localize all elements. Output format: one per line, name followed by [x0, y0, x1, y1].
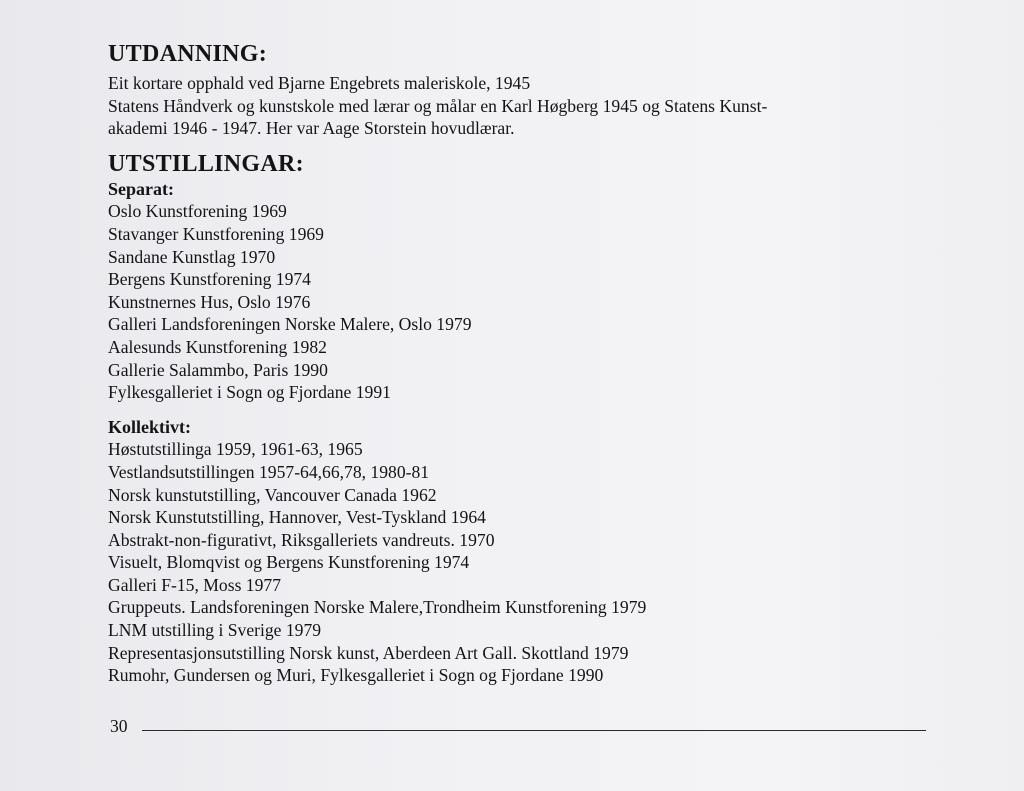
collective-exhibitions [108, 416, 948, 687]
list-item: LNM utstilling i Sverige 1979 [108, 620, 322, 641]
list-item: Norsk kunstutstilling, Vancouver Canada 1962 [108, 484, 437, 505]
page-content [108, 40, 948, 687]
list-item: Høstutstillinga 1959, 1961-63, 1965 [108, 439, 363, 460]
list-item: Aalesunds Kunstforening 1982 [108, 336, 327, 357]
list-item: Bergens Kunstforening 1974 [108, 269, 311, 290]
list-item: Galleri F-15, Moss 1977 [108, 574, 281, 595]
list-item: Kunstnernes Hus, Oslo 1976 [108, 291, 311, 312]
exhibitions-heading: UTSTILLINGAR: [108, 150, 304, 177]
education-line: Eit kortare opphald ved Bjarne Engebrets maleriskole, 1945 [108, 73, 531, 93]
list-item: Gruppeuts. Landsforeningen Norske Malere,Trondheim Kunstforening 1979 [108, 597, 647, 618]
education-text [108, 72, 948, 140]
list-item: Vestlandsutstillingen 1957-64,66,78, 1980-81 [108, 461, 430, 482]
list-item: Visuelt, Blomqvist og Bergens Kunstforening 1974 [108, 552, 470, 573]
education-line: Statens Håndverk og kunstskole med lærar og målar en Karl Høgberg 1945 og Statens Kunst- [108, 95, 768, 116]
separate-exhibitions [108, 178, 948, 404]
list-item: Representasjonsutstilling Norsk kunst, Aberdeen Art Gall. Skottland 1979 [108, 642, 629, 663]
list-item: Gallerie Salammbo, Paris 1990 [108, 359, 328, 380]
list-item: Galleri Landsforeningen Norske Malere, Oslo 1979 [108, 314, 472, 335]
list-item: Norsk Kunstutstilling, Hannover, Vest-Tyskland 1964 [108, 507, 486, 528]
education-line: akademi 1946 - 1947. Her var Aage Storstein hovudlærar. [108, 118, 515, 139]
list-item: Stavanger Kunstforening 1969 [108, 223, 324, 244]
separate-heading: Separat: [108, 178, 174, 199]
exhibitions-section [108, 150, 948, 687]
page-footer [110, 715, 930, 739]
list-item: Fylkesgalleriet i Sogn og Fjordane 1991 [108, 382, 391, 403]
education-section [108, 40, 948, 140]
footer-rule [142, 730, 926, 731]
list-item: Rumohr, Gundersen og Muri, Fylkesgalleriet i Sogn og Fjordane 1990 [108, 665, 604, 686]
collective-heading: Kollektivt: [108, 416, 191, 437]
education-heading: UTDANNING: [108, 41, 267, 67]
list-item: Sandane Kunstlag 1970 [108, 246, 276, 267]
list-item: Abstrakt-non-figurativt, Riksgalleriets vandreuts. 1970 [108, 529, 495, 550]
page-number: 30 [110, 716, 128, 736]
list-item: Oslo Kunstforening 1969 [108, 201, 287, 222]
